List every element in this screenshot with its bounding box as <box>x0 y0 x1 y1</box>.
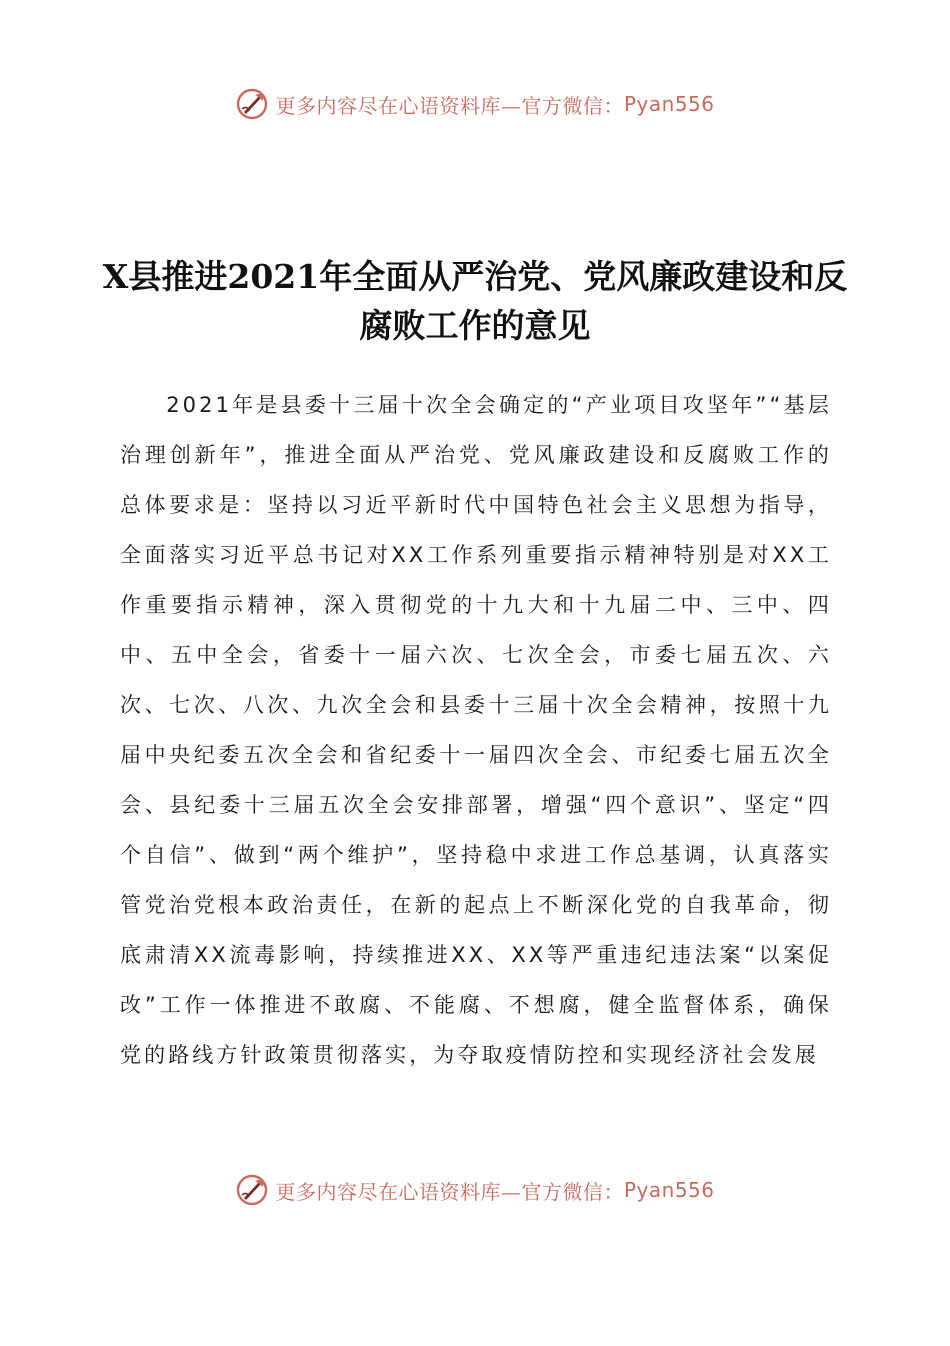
quill-in-circle-icon <box>235 1173 269 1207</box>
watermark-text: 更多内容尽在心语资料库—官方微信： <box>275 1179 624 1204</box>
watermark-wechat-id: Pyan556 <box>623 1178 715 1202</box>
quill-in-circle-icon <box>235 87 269 121</box>
watermark-wechat-id: Pyan556 <box>623 92 715 116</box>
body-paragraph: 2021年是县委十三届十次全会确定的“产业项目攻坚年”“基层治理创新年”，推进全面从严治党、党风廉政建设和反腐败工作的总体要求是：坚持以习近平新时代中国特色社会主义思想为指导，全面落实习近平总书记对XX工作系列重要指示精神特别是对XX工作重要指示精神，深入贯彻党的十九大和十九届二中、三中、四中、五中全会，省委十一届六次、七次全会，市委七届五次、六次、七次、八次、九次全会和县委十三届十次全会精神，按照十九届中央纪委五次全会和省纪委十一届四次全会、市纪委七届五次全会、县纪委十三届五次全会安排部署，增强“四个意识”、坚定“四个自信”、做到“两个维护”，坚持稳中求进工作总基调，认真落实管党治党根本政治责任，在新的起点上不断深化党的自我革命，彻底肃清XX流毒影响，持续推进XX、XX等严重违纪违法案“以案促改”工作一体推进不敢腐、不能腐、不想腐，健全监督体系，确保党的路线方针政策贯彻落实，为夺取疫情防控和实现经济社会发展 <box>120 393 832 1067</box>
watermark-banner-top <box>0 84 950 124</box>
watermark-text: 更多内容尽在心语资料库—官方微信： <box>275 93 624 118</box>
document-title: X县推进2021年全面从严治党、党风廉政建设和反腐败工作的意见 <box>102 257 848 345</box>
watermark-banner-bottom <box>0 1170 950 1210</box>
